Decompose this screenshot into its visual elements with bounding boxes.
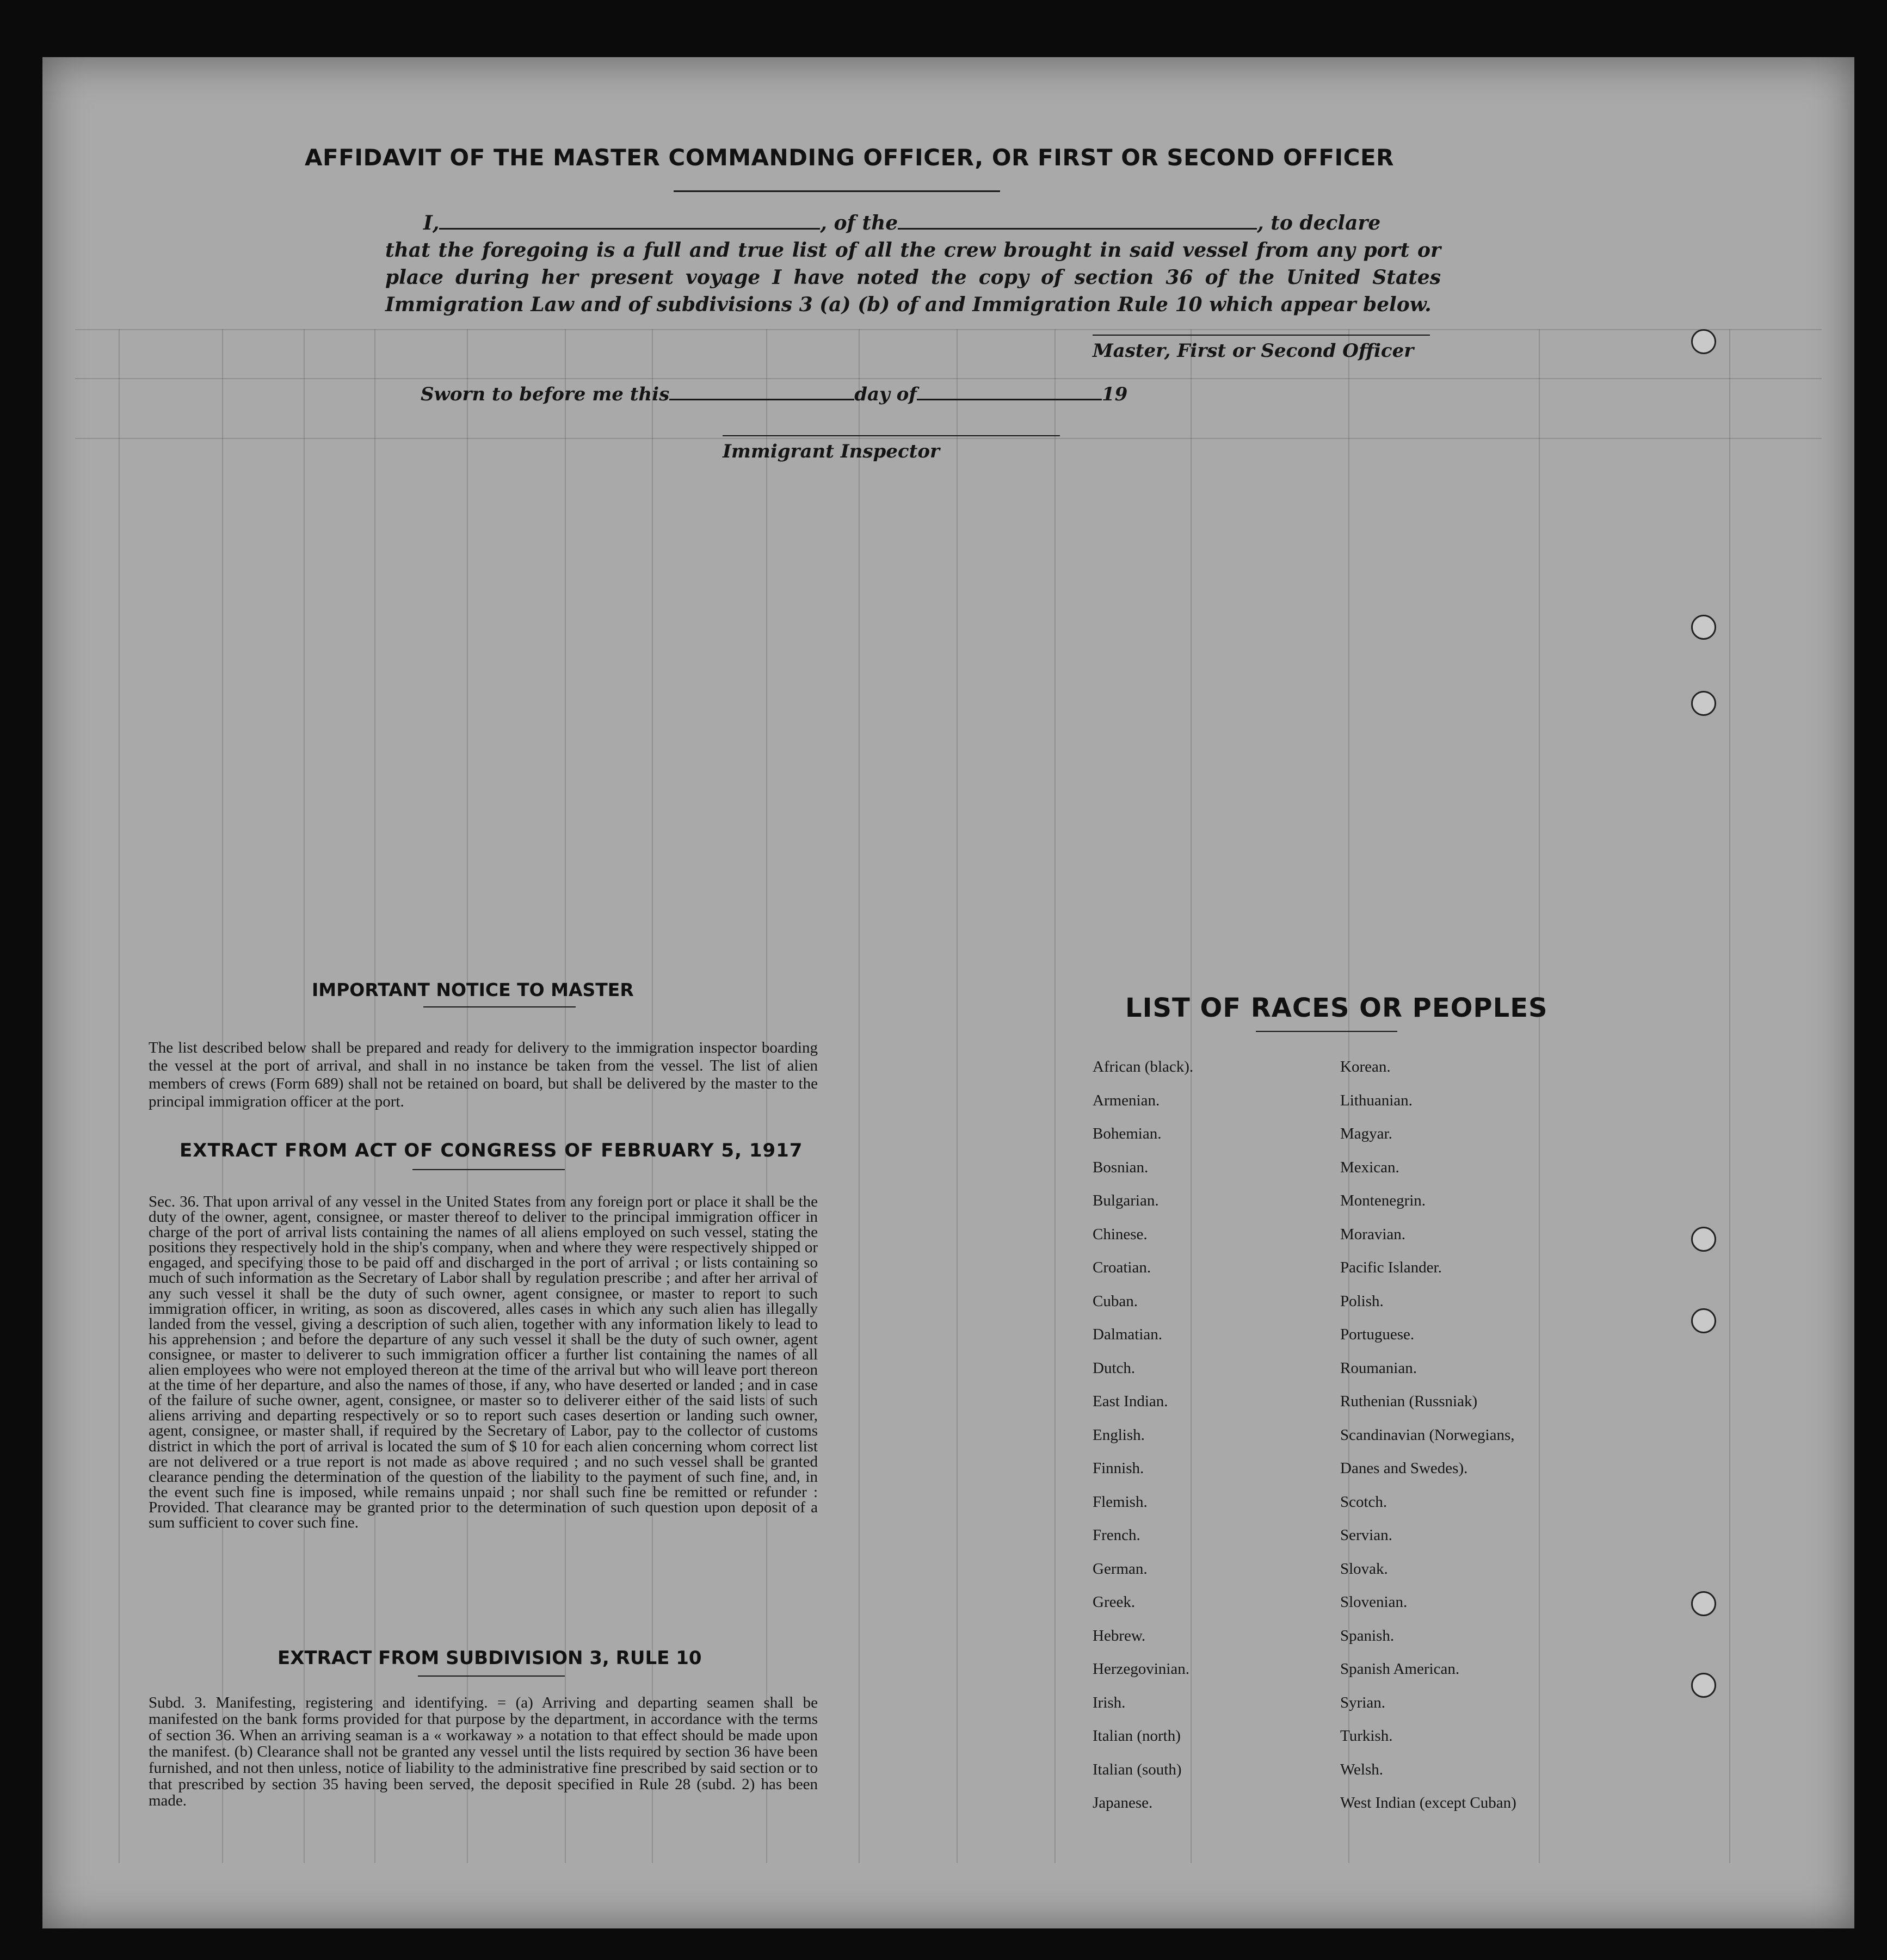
inspector-label: Immigrant Inspector <box>723 441 940 462</box>
race-item: German. <box>1093 1560 1148 1578</box>
signature-label: Master, First or Second Officer <box>1093 340 1414 362</box>
race-item: Italian (south) <box>1093 1760 1182 1778</box>
races-right-column <box>1340 1058 1516 1828</box>
notice-heading: IMPORTANT NOTICE TO MASTER <box>312 979 634 1000</box>
race-item: Dalmatian. <box>1093 1326 1163 1343</box>
rule-extract-heading: EXTRACT FROM SUBDIVISION 3, RULE 10 <box>278 1647 702 1669</box>
race-item: Danes and Swedes). <box>1340 1460 1468 1477</box>
punch-hole <box>1691 329 1716 354</box>
race-item: Hebrew. <box>1093 1627 1146 1644</box>
affidavit-title: AFFIDAVIT OF THE MASTER COMMANDING OFFICER, OR FIRST OR SECOND OFFICER <box>305 144 1395 171</box>
document-sheet <box>42 57 1854 1928</box>
rule-underline <box>418 1675 565 1677</box>
race-item: Spanish American. <box>1340 1660 1460 1678</box>
punch-hole <box>1691 691 1716 716</box>
punch-hole <box>1691 1673 1716 1698</box>
race-item: African (black). <box>1093 1058 1194 1075</box>
race-item: Moravian. <box>1340 1225 1405 1243</box>
race-item: Italian (north) <box>1093 1727 1181 1745</box>
act-extract-text: Sec. 36. That upon arrival of any vessel in the United States from any foreign port or place it shall be the duty of the owner, agent, consignee, or master thereof to deliver to the principal immigration officer in charge of the port of arrival lists containing the names of all aliens employed on such vessel, stating the positions they respectively hold in the ship's company, when and where they were respectively shipped or engaged, and specifying those to be paid off and discharged in the port of arrival ; or lists containing so much of such information as the Secretary of Labor shall by regulation prescribe ; and after her arrival of any such vessel it shall be the duty of such owner, agent consignee, or master to report to such immigration officer, in writing, as soon as discovered, alles cases in which any such alien has illegally landed from the vessel, giving a description of such alien, together with any information likely to lead to his apprehension ; and before the departure of any such vessel it shall be the duty of such owner, agent consignee, or master to deliverer to such immigration officer a further list containing the names of all alien employees who were not employed thereon at the time of the arrival but who will leave port thereon at the time of her departure, and also the names of those, if any, who have deserted or landed ; and in case of the failure of suche owner, agent, consignee, or master so to deliverer either of the said lists of such aliens arriving and departing respectively or so to report such cases desertion or landing such owner, agent, consignee, or master shall, if required by the Secretary of Labor, pay to the collector of customs district in which the port of arrival is located the sum of $ 10 for each alien concerning whom correct list are not delivered or a true report is not made as above required ; and no such vessel shall be granted clearance pending the determination of the question of the liability to the payment of such fine, and, in the event such fine is imposed, while remains unpaid ; nor shall such fine be remitted or refunder : Provided. That clearance may be granted prior to the determination of such question upon deposit of a sum sufficient to cover such fine. <box>149 1193 818 1531</box>
race-item: Cuban. <box>1093 1292 1138 1310</box>
race-item: Ruthenian (Russniak) <box>1340 1393 1478 1410</box>
race-item: Spanish. <box>1340 1627 1395 1644</box>
act-underline <box>412 1169 565 1170</box>
officer-name-blank[interactable] <box>439 209 820 230</box>
race-item: Irish. <box>1093 1693 1126 1711</box>
race-item: Chinese. <box>1093 1225 1148 1243</box>
signature-line <box>1093 335 1430 336</box>
race-item: Slovenian. <box>1340 1593 1408 1611</box>
vessel-name-blank[interactable] <box>898 209 1257 230</box>
race-item: Greek. <box>1093 1593 1136 1611</box>
act-extract-heading: EXTRACT FROM ACT OF CONGRESS OF FEBRUARY 5, 1917 <box>180 1140 803 1161</box>
affidavit-body: that the foregoing is a full and true list of all the crew brought in said vessel from any port or place during her present voyage I have noted the copy of section 36 of the United States Immigration Law and of subdivisions 3 (a) (b) of and Immigration Rule 10 which appear below. <box>385 239 1441 316</box>
race-item: Lithuanian. <box>1340 1091 1413 1109</box>
races-heading: LIST OF RACES OR PEOPLES <box>1125 993 1548 1023</box>
sworn-day-blank[interactable] <box>669 385 854 400</box>
punch-hole <box>1691 1591 1716 1616</box>
race-item: Finnish. <box>1093 1460 1144 1477</box>
race-item: Mexican. <box>1340 1158 1399 1176</box>
sworn-line: Sworn to before me this day of 19 <box>421 384 1128 405</box>
race-item: Bulgarian. <box>1093 1192 1159 1209</box>
race-item: Flemish. <box>1093 1493 1148 1511</box>
race-item: East Indian. <box>1093 1393 1168 1410</box>
notice-text: The list described below shall be prepared and ready for delivery to the immigration inspector boarding the vessel at the port of arrival, and shall in no instance be taken from the vessel. The list of alien members of crews (Form 689) shall not be retained on board, but shall be delivered by the master to the principal immigration officer at the port. <box>149 1039 818 1110</box>
race-item: Roumanian. <box>1340 1359 1417 1377</box>
rule-extract-text: Subd. 3. Manifesting, registering and identifying. = (a) Arriving and departing seamen shall be manifested on the bank forms provided for that purpose by the department, in accordance with the terms of section 36. When an arriving seaman is a « workaway » a notation to that effect should be made upon the manifest. (b) Clearance shall not be granted any vessel until the lists required by section 36 have been furnished, and not then unless, notice of liability to the administrative fine prescribed by said section or to that prescribed by section 35 having been served, the deposit specified in Rule 28 (subd. 2) has been made. <box>149 1694 818 1809</box>
race-item: Pacific Islander. <box>1340 1259 1442 1276</box>
race-item: Portuguese. <box>1340 1326 1415 1343</box>
sworn-month-blank[interactable] <box>917 385 1102 400</box>
race-item: Slovak. <box>1340 1560 1388 1578</box>
race-item: Bosnian. <box>1093 1158 1149 1176</box>
punch-hole <box>1691 1227 1716 1252</box>
race-item: Servian. <box>1340 1526 1392 1544</box>
inspector-line <box>723 435 1060 436</box>
notice-underline <box>423 1006 576 1007</box>
race-item: Scotch. <box>1340 1493 1387 1511</box>
race-item: Polish. <box>1340 1292 1384 1310</box>
title-underline <box>674 190 1000 192</box>
races-left-column <box>1093 1058 1193 1828</box>
punch-hole <box>1691 615 1716 640</box>
race-item: Dutch. <box>1093 1359 1136 1377</box>
race-item: Korean. <box>1340 1058 1391 1075</box>
races-underline <box>1256 1031 1397 1032</box>
race-item: Croatian. <box>1093 1259 1151 1276</box>
race-item: Turkish. <box>1340 1727 1393 1745</box>
race-item: Syrian. <box>1340 1693 1385 1711</box>
race-item: West Indian (except Cuban) <box>1340 1794 1516 1811</box>
race-item: English. <box>1093 1426 1145 1444</box>
race-item: Armenian. <box>1093 1091 1160 1109</box>
race-item: Welsh. <box>1340 1760 1384 1778</box>
race-item: Scandinavian (Norwegians, <box>1340 1426 1515 1444</box>
affidavit-declaration: I, , of the , to declare that the foregoing is a full and true list of all the crew brought in said vessel from any port or place during her present voyage I have noted the copy of section 36 of the United States Immigration Law and of subdivisions 3 (a) (b) of and Immigration Rule 10 which appear below. <box>347 209 1441 318</box>
race-item: Magyar. <box>1340 1125 1392 1142</box>
race-item: Montenegrin. <box>1340 1192 1426 1209</box>
race-item: French. <box>1093 1526 1140 1544</box>
race-item: Bohemian. <box>1093 1125 1162 1142</box>
race-item: Herzegovinian. <box>1093 1660 1189 1678</box>
race-item: Japanese. <box>1093 1794 1153 1811</box>
punch-hole <box>1691 1308 1716 1333</box>
